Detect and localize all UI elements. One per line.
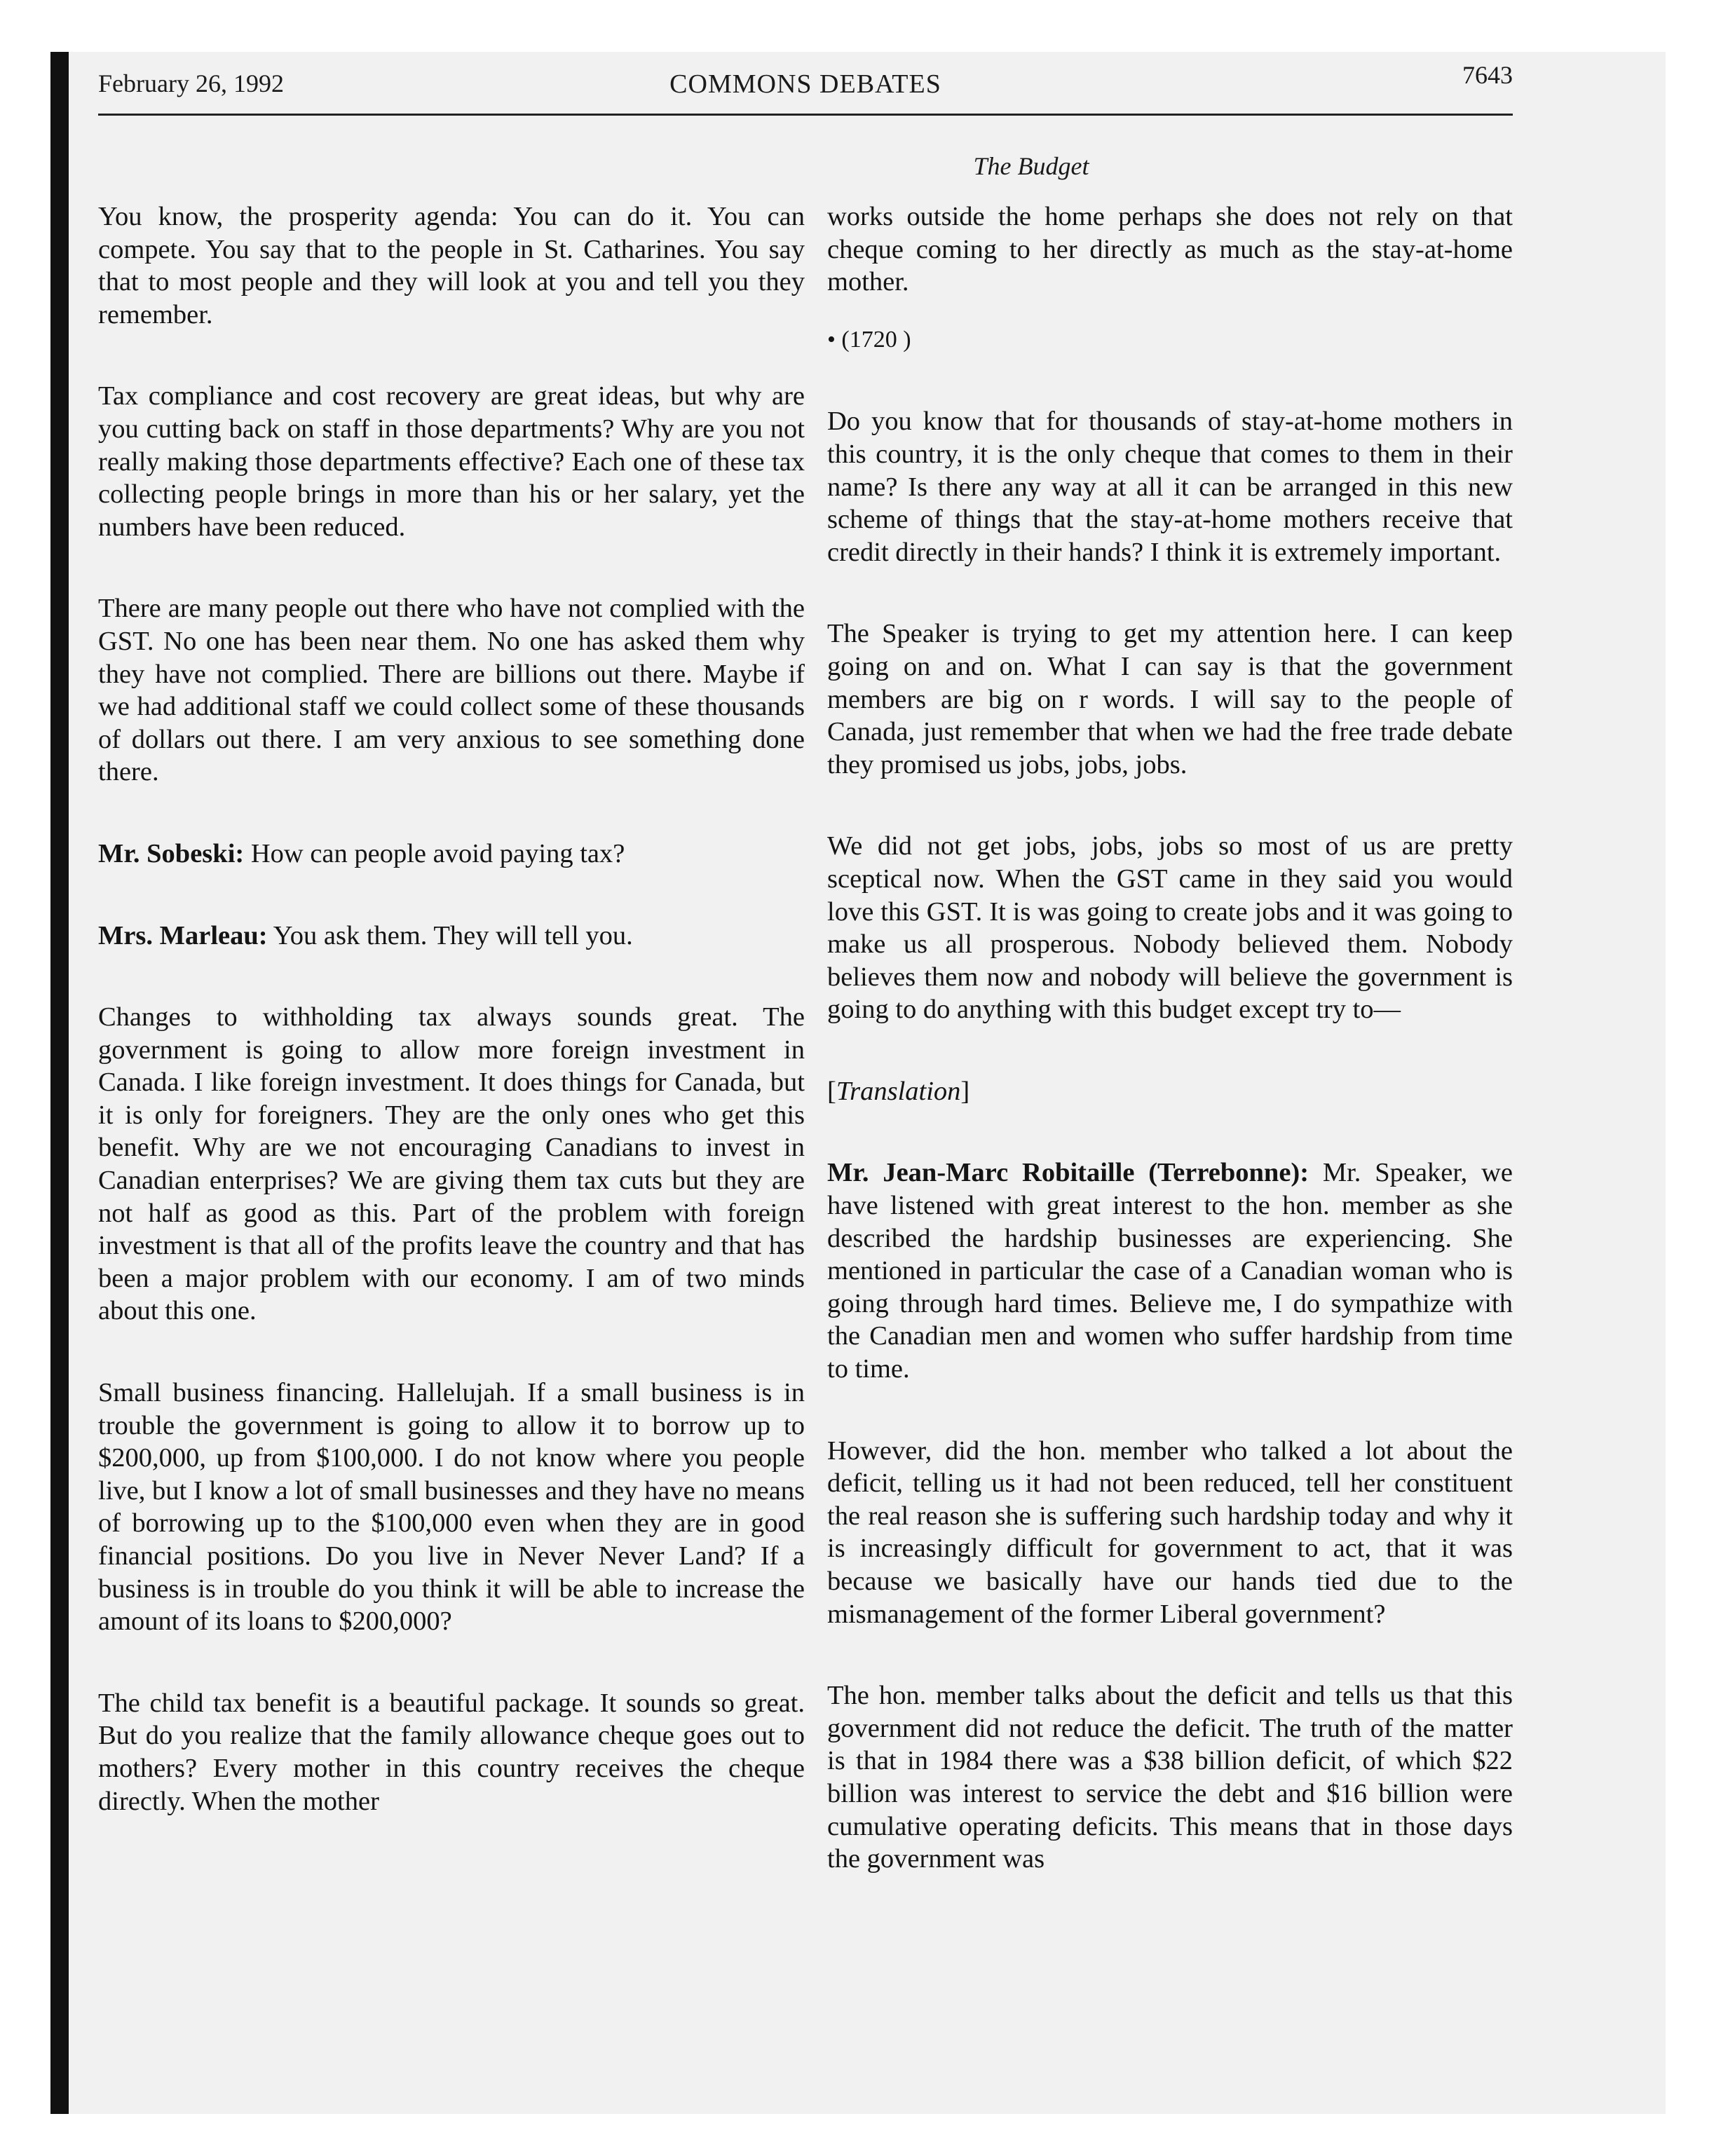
speaker-name: Mr. Sobeski: <box>98 838 245 868</box>
paragraph: The child tax benefit is a beautiful package. It sounds so great. But do you realize that the family allowance cheque goes out to mothers? Every mother in this country receives the cheque directly. When the mother <box>98 1688 805 1816</box>
header-page-number: 7643 <box>1462 61 1513 89</box>
paragraph: Changes to withholding tax always sounds great. The government is going to allow more foreign investment in Canada. I like foreign investment. It does things for Canada, but it is only for foreigners. They are the only ones who get this benefit. Why are we not encouraging Canadians to invest in Canadian enterprises? We are giving them tax cuts but they are not half as good as this. Part of the problem with foreign investment is that all of the profits leave the country and that has been a major problem with our economy. I am of two minds about this one. <box>98 1002 805 1326</box>
speaker-remark: How can people avoid paying tax? <box>244 838 625 868</box>
paragraph: The hon. member talks about the deficit and tells us that this government did not reduce the deficit. The truth of the matter is that in 1984 there was a $38 billion deficit, of which $22 billion was interest to service the debt and $16 billion were cumulative operating deficits. This means that in those days the government was <box>827 1681 1513 1874</box>
paragraph: You know, the prosperity agenda: You can do it. You can compete. You say that to the people in St. Catharines. You say that to most people and they will look at you and tell you they remember. <box>98 202 805 329</box>
paragraph: However, did the hon. member who talked a lot about the deficit, telling us it had not been reduced, tell her constituent the real reason she is suffering such hardship today and why it is increasingly difficult for government to act, that it was because we basically have our hands tied due to the mismanagement of the former Liberal government? <box>827 1435 1513 1629</box>
time-marker: • (1720 ) <box>827 326 911 353</box>
speaker-exchange <box>98 838 805 871</box>
speaker-name: Mr. Jean-Marc Robitaille (Terrebonne): <box>827 1158 1309 1188</box>
page-header <box>98 61 1513 104</box>
speaker-exchange <box>827 1157 1513 1385</box>
right-column <box>827 200 1513 1925</box>
section-title: The Budget <box>973 152 1089 180</box>
paragraph: We did not get jobs, jobs, jobs so most of us are pretty sceptical now. When the GST came in they said you would love this GST. It is was going to create jobs and it was going to make us all prosperous. Nobody believed them. Nobody believes them now and nobody will believe the government is going to do anything with this budget except try to— <box>827 831 1513 1025</box>
speaker-remark: You ask them. They will tell you. <box>267 920 633 950</box>
header-publication-title: COMMONS DEBATES <box>669 69 941 99</box>
speaker-name: Mrs. Marleau: <box>98 920 268 950</box>
header-rule <box>98 114 1513 116</box>
header-date: February 26, 1992 <box>98 69 284 97</box>
paragraph: There are many people out there who have not complied with the GST. No one has been near them. No one has asked them why they have not complied. There are billions out there. Maybe if we had additional staff we could collect some of these thousands of dollars out there. I am very anxious to see something done there. <box>98 594 805 787</box>
paragraph: The Speaker is trying to get my attention here. I can keep going on and on. What I can say is that the government members are big on r words. I will say to the people of Canada, just remember that when we had the free trade debate they promised us jobs, jobs, jobs. <box>827 619 1513 779</box>
paragraph: Do you know that for thousands of stay-at-home mothers in this country, it is the only cheque that comes to them in their name? Is there any way at all it can be arranged in this new scheme of things that the stay-at-home mothers receive that credit directly in their hands? I think it is extremely important. <box>827 407 1513 567</box>
paragraph: Small business financing. Hallelujah. If a small business is in trouble the government is going to allow it to borrow up to $200,000, up from $100,000. I do not know where you people live, but I know a lot of small businesses and they have no means of borrowing up to the $100,000 even when they are in good financial positions. Do you live in Never Never Land? If a business is in trouble do you think it will be able to increase the amount of its loans to $200,000? <box>98 1378 805 1637</box>
speaker-exchange <box>98 920 805 953</box>
scan-edge-bar <box>50 52 69 2114</box>
paragraph: works outside the home perhaps she does not rely on that cheque coming to her directly as much as the stay-at-home mother. <box>827 202 1513 297</box>
translation-label-text: Translation <box>836 1076 961 1106</box>
left-column <box>98 200 805 1867</box>
speaker-remark: Mr. Speaker, we have listened with great interest to the hon. member as she described the hardship businesses are experiencing. She mentioned in particular the case of a Canadian woman who is going through hard times. Believe me, I do sympathize with the Canadian men and women who suffer hardship from time to time. <box>827 1158 1513 1384</box>
paragraph: Tax compliance and cost recovery are great ideas, but why are you cutting back on staff in those departments? Why are you not really making those departments effective? Each one of these tax collecting people brings in more than his or her salary, yet the numbers have been reduced. <box>98 381 805 542</box>
translation-label: [Translation] <box>827 1076 970 1106</box>
